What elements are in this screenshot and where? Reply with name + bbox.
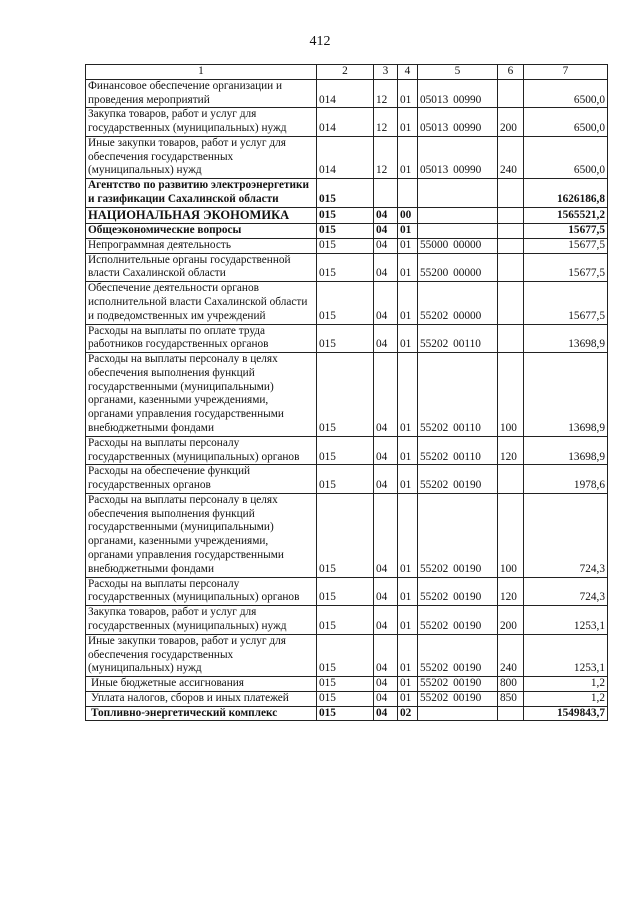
expense-type-cell xyxy=(498,179,524,208)
expense-type-cell: 200 xyxy=(498,108,524,137)
subsection-code-cell: 01 xyxy=(398,691,418,706)
subsection-code-cell: 01 xyxy=(398,465,418,494)
expense-type-cell: 240 xyxy=(498,136,524,178)
target-article-cell: 55202 00110 xyxy=(418,324,498,353)
table-row xyxy=(86,282,608,324)
department-code-cell: 015 xyxy=(317,238,374,253)
row-name-cell: Иные бюджетные ассигнования xyxy=(86,677,317,692)
row-name-cell: Закупка товаров, работ и услуг для государственных (муниципальных) нужд xyxy=(86,606,317,635)
target-article-cell: 55202 00190 xyxy=(418,606,498,635)
section-code-cell: 04 xyxy=(374,436,398,465)
section-code-cell: 04 xyxy=(374,238,398,253)
target-article-cell: 55202 00000 xyxy=(418,282,498,324)
amount-cell: 1,2 xyxy=(524,677,608,692)
expense-type-cell xyxy=(498,238,524,253)
target-article-cell: 05013 00990 xyxy=(418,79,498,108)
amount-cell: 1,2 xyxy=(524,691,608,706)
amount-cell: 6500,0 xyxy=(524,136,608,178)
expense-type-cell: 120 xyxy=(498,577,524,606)
department-code-cell: 015 xyxy=(317,691,374,706)
target-article-cell xyxy=(418,706,498,721)
table-row xyxy=(86,253,608,282)
section-code-cell: 12 xyxy=(374,108,398,137)
row-name-cell: Иные закупки товаров, работ и услуг для обеспечения государственных (муниципальных) нужд xyxy=(86,634,317,676)
section-code-cell: 04 xyxy=(374,493,398,577)
table-row xyxy=(86,577,608,606)
subsection-code-cell: 01 xyxy=(398,493,418,577)
amount-cell: 1253,1 xyxy=(524,606,608,635)
subsection-code-cell: 02 xyxy=(398,706,418,721)
department-code-cell: 015 xyxy=(317,634,374,676)
section-code-cell: 04 xyxy=(374,324,398,353)
table-row xyxy=(86,606,608,635)
amount-cell: 6500,0 xyxy=(524,108,608,137)
target-article-cell: 55202 00110 xyxy=(418,353,498,437)
table-row xyxy=(86,493,608,577)
row-name-cell: Расходы на выплаты персоналу государственных (муниципальных) органов xyxy=(86,577,317,606)
subsection-code-cell: 01 xyxy=(398,324,418,353)
target-article-cell xyxy=(418,224,498,239)
subsection-code-cell: 01 xyxy=(398,677,418,692)
target-article-cell: 55202 00110 xyxy=(418,436,498,465)
expense-type-cell: 120 xyxy=(498,436,524,465)
subsection-code-cell: 01 xyxy=(398,577,418,606)
target-article-cell: 55202 00190 xyxy=(418,493,498,577)
table-row xyxy=(86,136,608,178)
department-code-cell: 015 xyxy=(317,436,374,465)
row-name-cell: Расходы на обеспечение функций государственных органов xyxy=(86,465,317,494)
target-article-cell: 55202 00190 xyxy=(418,634,498,676)
expense-type-cell xyxy=(498,282,524,324)
department-code-cell: 015 xyxy=(317,179,374,208)
target-article-cell: 55200 00000 xyxy=(418,253,498,282)
department-code-cell: 014 xyxy=(317,108,374,137)
expense-type-cell: 100 xyxy=(498,353,524,437)
table-row xyxy=(86,79,608,108)
expense-type-cell: 800 xyxy=(498,677,524,692)
amount-cell: 1549843,7 xyxy=(524,706,608,721)
section-code-cell: 04 xyxy=(374,465,398,494)
row-name-cell: Исполнительные органы государственной власти Сахалинской области xyxy=(86,253,317,282)
table-row xyxy=(86,465,608,494)
expense-type-cell: 240 xyxy=(498,634,524,676)
column-header: 6 xyxy=(498,65,524,80)
row-name-cell: Расходы на выплаты персоналу в целях обеспечения выполнения функций государственными (муниципальными) органами, казенными учреждениями, органами управления государственными внебюджетными фондами xyxy=(86,353,317,437)
department-code-cell: 015 xyxy=(317,606,374,635)
subsection-code-cell: 01 xyxy=(398,606,418,635)
table-row xyxy=(86,706,608,721)
table-row xyxy=(86,634,608,676)
column-header: 1 xyxy=(86,65,317,80)
row-name-cell: Непрограммная деятельность xyxy=(86,238,317,253)
section-code-cell xyxy=(374,179,398,208)
target-article-cell: 05013 00990 xyxy=(418,136,498,178)
table-header-row xyxy=(86,65,608,80)
amount-cell: 1253,1 xyxy=(524,634,608,676)
column-header: 2 xyxy=(317,65,374,80)
subsection-code-cell: 01 xyxy=(398,238,418,253)
column-header: 4 xyxy=(398,65,418,80)
row-name-cell: Расходы на выплаты персоналу государственных (муниципальных) органов xyxy=(86,436,317,465)
amount-cell: 6500,0 xyxy=(524,79,608,108)
section-code-cell: 04 xyxy=(374,282,398,324)
department-code-cell: 015 xyxy=(317,577,374,606)
department-code-cell: 015 xyxy=(317,207,374,223)
page-number: 412 xyxy=(309,34,331,49)
target-article-cell xyxy=(418,207,498,223)
expense-type-cell xyxy=(498,324,524,353)
target-article-cell: 55202 00190 xyxy=(418,677,498,692)
table-row xyxy=(86,224,608,239)
target-article-cell: 05013 00990 xyxy=(418,108,498,137)
section-code-cell: 04 xyxy=(374,691,398,706)
expense-type-cell xyxy=(498,253,524,282)
department-code-cell: 015 xyxy=(317,465,374,494)
table-row xyxy=(86,353,608,437)
column-header: 3 xyxy=(374,65,398,80)
table-row xyxy=(86,436,608,465)
table-row xyxy=(86,179,608,208)
expense-type-cell: 200 xyxy=(498,606,524,635)
subsection-code-cell: 01 xyxy=(398,108,418,137)
subsection-code-cell: 01 xyxy=(398,353,418,437)
row-name-cell: Уплата налогов, сборов и иных платежей xyxy=(86,691,317,706)
subsection-code-cell: 01 xyxy=(398,253,418,282)
row-name-cell: Общеэкономические вопросы xyxy=(86,224,317,239)
row-name-cell: Расходы на выплаты по оплате труда работников государственных органов xyxy=(86,324,317,353)
amount-cell: 1626186,8 xyxy=(524,179,608,208)
row-name-cell: Обеспечение деятельности органов исполнительной власти Сахалинской области и подведомственных им учреждений xyxy=(86,282,317,324)
row-name-cell: Финансовое обеспечение организации и проведения мероприятий xyxy=(86,79,317,108)
amount-cell: 724,3 xyxy=(524,493,608,577)
row-name-cell: НАЦИОНАЛЬНАЯ ЭКОНОМИКА xyxy=(86,207,317,223)
department-code-cell: 015 xyxy=(317,224,374,239)
section-code-cell: 04 xyxy=(374,207,398,223)
department-code-cell: 014 xyxy=(317,79,374,108)
amount-cell: 13698,9 xyxy=(524,436,608,465)
table-row xyxy=(86,324,608,353)
target-article-cell: 55000 00000 xyxy=(418,238,498,253)
department-code-cell: 015 xyxy=(317,493,374,577)
section-code-cell: 04 xyxy=(374,224,398,239)
column-header: 7 xyxy=(524,65,608,80)
section-code-cell: 04 xyxy=(374,253,398,282)
expense-type-cell xyxy=(498,207,524,223)
expense-type-cell xyxy=(498,79,524,108)
department-code-cell: 015 xyxy=(317,353,374,437)
row-name-cell: Топливно-энергетический комплекс xyxy=(86,706,317,721)
amount-cell: 13698,9 xyxy=(524,324,608,353)
subsection-code-cell: 01 xyxy=(398,436,418,465)
subsection-code-cell: 01 xyxy=(398,282,418,324)
section-code-cell: 04 xyxy=(374,353,398,437)
subsection-code-cell: 00 xyxy=(398,207,418,223)
department-code-cell: 015 xyxy=(317,677,374,692)
section-code-cell: 04 xyxy=(374,634,398,676)
budget-table xyxy=(85,64,608,721)
subsection-code-cell: 01 xyxy=(398,79,418,108)
row-name-cell: Расходы на выплаты персоналу в целях обеспечения выполнения функций государственными (муниципальными) органами, казенными учреждениями, органами управления государственными внебюджетными фондами xyxy=(86,493,317,577)
expense-type-cell xyxy=(498,224,524,239)
amount-cell: 724,3 xyxy=(524,577,608,606)
subsection-code-cell xyxy=(398,179,418,208)
section-code-cell: 12 xyxy=(374,136,398,178)
subsection-code-cell: 01 xyxy=(398,136,418,178)
amount-cell: 15677,5 xyxy=(524,238,608,253)
expense-type-cell: 850 xyxy=(498,691,524,706)
row-name-cell: Закупка товаров, работ и услуг для государственных (муниципальных) нужд xyxy=(86,108,317,137)
department-code-cell: 015 xyxy=(317,324,374,353)
subsection-code-cell: 01 xyxy=(398,224,418,239)
row-name-cell: Агентство по развитию электроэнергетики и газификации Сахалинской области xyxy=(86,179,317,208)
table-row xyxy=(86,207,608,223)
department-code-cell: 015 xyxy=(317,253,374,282)
section-code-cell: 04 xyxy=(374,706,398,721)
subsection-code-cell: 01 xyxy=(398,634,418,676)
amount-cell: 1565521,2 xyxy=(524,207,608,223)
department-code-cell: 014 xyxy=(317,136,374,178)
section-code-cell: 04 xyxy=(374,677,398,692)
row-name-cell: Иные закупки товаров, работ и услуг для обеспечения государственных (муниципальных) нужд xyxy=(86,136,317,178)
table-row xyxy=(86,691,608,706)
expense-type-cell xyxy=(498,706,524,721)
target-article-cell: 55202 00190 xyxy=(418,465,498,494)
table-row xyxy=(86,238,608,253)
amount-cell: 15677,5 xyxy=(524,282,608,324)
table-row xyxy=(86,108,608,137)
target-article-cell: 55202 00190 xyxy=(418,691,498,706)
amount-cell: 13698,9 xyxy=(524,353,608,437)
target-article-cell xyxy=(418,179,498,208)
column-header: 5 xyxy=(418,65,498,80)
department-code-cell: 015 xyxy=(317,282,374,324)
section-code-cell: 04 xyxy=(374,577,398,606)
expense-type-cell: 100 xyxy=(498,493,524,577)
amount-cell: 1978,6 xyxy=(524,465,608,494)
section-code-cell: 12 xyxy=(374,79,398,108)
section-code-cell: 04 xyxy=(374,606,398,635)
amount-cell: 15677,5 xyxy=(524,224,608,239)
department-code-cell: 015 xyxy=(317,706,374,721)
amount-cell: 15677,5 xyxy=(524,253,608,282)
table-row xyxy=(86,677,608,692)
target-article-cell: 55202 00190 xyxy=(418,577,498,606)
expense-type-cell xyxy=(498,465,524,494)
